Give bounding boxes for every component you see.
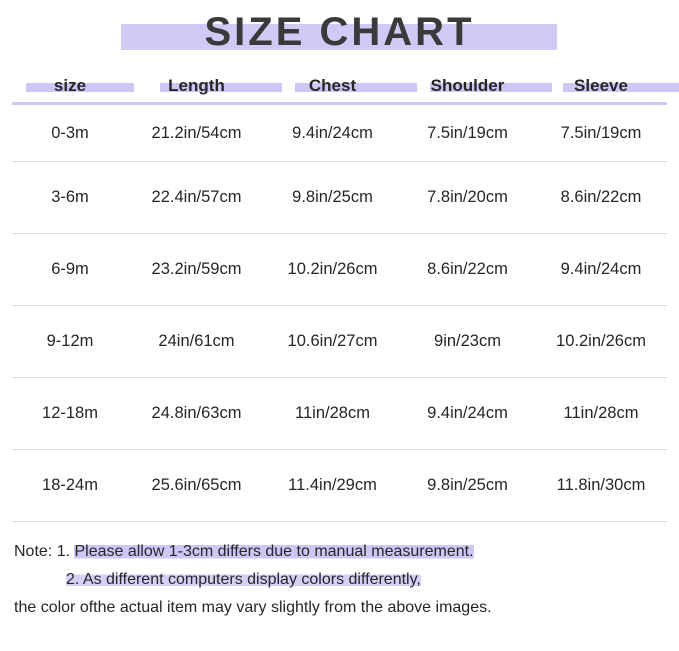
note-line-3 (14, 594, 665, 622)
cell-size: 0-3m (12, 104, 128, 162)
table-row (12, 104, 667, 162)
cell-shoulder: 7.8in/20cm (400, 162, 535, 234)
cell-shoulder: 8.6in/22cm (400, 234, 535, 306)
cell-sleeve: 7.5in/19cm (535, 104, 667, 162)
cell-shoulder: 7.5in/19cm (400, 104, 535, 162)
cell-size: 12-18m (12, 378, 128, 450)
cell-sleeve: 10.2in/26cm (535, 306, 667, 378)
cell-length: 21.2in/54cm (128, 104, 265, 162)
cell-chest: 10.6in/27cm (265, 306, 400, 378)
note-1-prefix: Note: 1. (14, 543, 75, 560)
notes-block (0, 538, 679, 622)
table-row (12, 162, 667, 234)
cell-chest: 10.2in/26cm (265, 234, 400, 306)
cell-size: 6-9m (12, 234, 128, 306)
size-chart-table (12, 62, 667, 522)
cell-size: 9-12m (12, 306, 128, 378)
cell-size: 3-6m (12, 162, 128, 234)
cell-shoulder: 9.4in/24cm (400, 378, 535, 450)
cell-chest: 9.8in/25cm (265, 162, 400, 234)
cell-length: 24.8in/63cm (128, 378, 265, 450)
table-row (12, 378, 667, 450)
note-line-2 (14, 566, 665, 594)
page-title: SIZE CHART (204, 10, 475, 54)
cell-length: 25.6in/65cm (128, 450, 265, 522)
note-2-text: 2. As different computers display colors differently, (66, 571, 421, 588)
cell-size: 18-24m (12, 450, 128, 522)
cell-chest: 11in/28cm (265, 378, 400, 450)
cell-shoulder: 9in/23cm (400, 306, 535, 378)
column-header-length-label: Length (168, 76, 225, 95)
note-3-text: the color ofthe actual item may vary slightly from the above images. (14, 599, 492, 616)
note-line-1 (14, 538, 665, 566)
table-row (12, 450, 667, 522)
cell-length: 24in/61cm (128, 306, 265, 378)
cell-sleeve: 11.8in/30cm (535, 450, 667, 522)
cell-length: 23.2in/59cm (128, 234, 265, 306)
cell-sleeve: 11in/28cm (535, 378, 667, 450)
table-row (12, 306, 667, 378)
size-table-area (12, 62, 667, 522)
column-header-shoulder-label: Shoulder (430, 76, 505, 95)
cell-chest: 9.4in/24cm (265, 104, 400, 162)
table-row (12, 234, 667, 306)
cell-shoulder: 9.8in/25cm (400, 450, 535, 522)
cell-sleeve: 8.6in/22cm (535, 162, 667, 234)
title-block (0, 0, 679, 62)
column-header-size-label: size (53, 76, 87, 95)
cell-sleeve: 9.4in/24cm (535, 234, 667, 306)
column-header-chest-label: Chest (308, 76, 357, 95)
cell-length: 22.4in/57cm (128, 162, 265, 234)
column-header-sleeve-label: Sleeve (574, 76, 628, 95)
note-1-highlighted-text: Please allow 1-3cm differs due to manual measurement. (74, 543, 474, 560)
cell-chest: 11.4in/29cm (265, 450, 400, 522)
